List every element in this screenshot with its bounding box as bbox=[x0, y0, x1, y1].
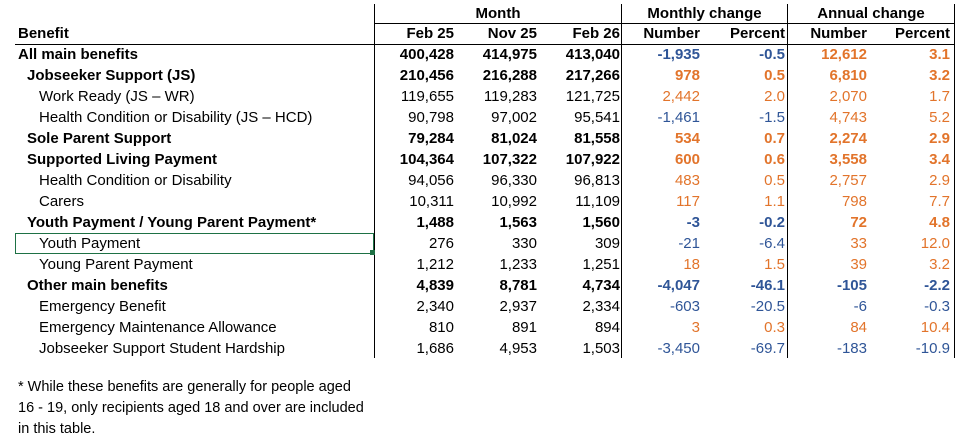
col-header-feb25[interactable]: Feb 25 bbox=[406, 25, 454, 42]
cell-nov25[interactable]: 1,233 bbox=[499, 256, 537, 273]
cell-feb26[interactable]: 309 bbox=[594, 235, 620, 252]
cell-feb26[interactable]: 96,813 bbox=[574, 172, 620, 189]
cell-feb25[interactable]: 10,311 bbox=[409, 193, 454, 210]
cell-anum[interactable]: 39 bbox=[850, 256, 867, 273]
cell-apct[interactable]: 1.7 bbox=[929, 88, 950, 105]
cell-mpct[interactable]: -0.5 bbox=[759, 46, 785, 63]
cell-nov25[interactable]: 4,953 bbox=[499, 340, 537, 357]
cell-nov25[interactable]: 8,781 bbox=[499, 277, 537, 294]
row-label[interactable]: Jobseeker Support Student Hardship bbox=[39, 340, 285, 357]
selected-cell-outline[interactable] bbox=[15, 233, 374, 254]
col-header-nov25[interactable]: Nov 25 bbox=[487, 25, 537, 42]
cell-apct[interactable]: 3.2 bbox=[929, 67, 950, 84]
table-row bbox=[0, 86, 962, 107]
cell-feb26[interactable]: 1,251 bbox=[582, 256, 620, 273]
col-header-benefit[interactable]: Benefit bbox=[18, 25, 69, 42]
cell-apct[interactable]: 12.0 bbox=[920, 235, 950, 252]
cell-mnum[interactable]: -3 bbox=[686, 214, 700, 231]
cell-feb25[interactable]: 1,686 bbox=[416, 340, 454, 357]
fill-handle[interactable] bbox=[370, 250, 375, 255]
cell-feb26[interactable]: 107,922 bbox=[565, 151, 620, 168]
cell-nov25[interactable]: 414,975 bbox=[482, 46, 537, 63]
cell-mnum[interactable]: 117 bbox=[676, 193, 700, 210]
cell-mnum[interactable]: 18 bbox=[683, 256, 700, 273]
cell-nov25[interactable]: 10,992 bbox=[491, 193, 537, 210]
cell-feb25[interactable]: 79,284 bbox=[408, 130, 454, 147]
annual-group-underline bbox=[788, 23, 954, 24]
table-row bbox=[0, 149, 962, 170]
table-row bbox=[0, 254, 962, 275]
cell-feb26[interactable]: 217,266 bbox=[565, 67, 620, 84]
row-label[interactable]: Young Parent Payment bbox=[39, 256, 193, 273]
cell-apct[interactable]: 2.9 bbox=[929, 130, 950, 147]
column-header-row bbox=[0, 23, 962, 44]
col-header-monthly-number[interactable]: Number bbox=[643, 25, 700, 42]
cell-mnum[interactable]: -1,461 bbox=[657, 109, 700, 126]
header-group-annual-change[interactable]: Annual change bbox=[817, 5, 925, 22]
cell-nov25[interactable]: 891 bbox=[511, 319, 537, 336]
row-label[interactable]: Work Ready (JS – WR) bbox=[39, 88, 195, 105]
cell-feb26[interactable]: 413,040 bbox=[565, 46, 620, 63]
cell-nov25[interactable]: 81,024 bbox=[491, 130, 537, 147]
cell-anum[interactable]: 84 bbox=[850, 319, 867, 336]
cell-feb26[interactable]: 81,558 bbox=[574, 130, 620, 147]
cell-nov25[interactable]: 2,937 bbox=[499, 298, 537, 315]
table-row bbox=[0, 65, 962, 86]
cell-mpct[interactable]: 0.5 bbox=[764, 67, 785, 84]
cell-mnum[interactable]: 3 bbox=[691, 319, 700, 336]
cell-apct[interactable]: -10.9 bbox=[915, 340, 950, 357]
cell-feb25[interactable]: 104,364 bbox=[399, 151, 454, 168]
table-row bbox=[0, 317, 962, 338]
cell-feb26[interactable]: 1,503 bbox=[582, 340, 620, 357]
cell-mnum[interactable]: -1,935 bbox=[657, 46, 700, 63]
table-row bbox=[0, 107, 962, 128]
cell-mpct[interactable]: 0.6 bbox=[764, 151, 785, 168]
cell-mpct[interactable]: -20.5 bbox=[750, 298, 785, 315]
cell-apct[interactable]: -0.3 bbox=[924, 298, 950, 315]
row-label[interactable]: Emergency Benefit bbox=[39, 298, 166, 315]
cell-feb25[interactable]: 210,456 bbox=[399, 67, 454, 84]
cell-mpct[interactable]: 0.5 bbox=[764, 172, 785, 189]
cell-nov25[interactable]: 97,002 bbox=[491, 109, 537, 126]
cell-apct[interactable]: 3.1 bbox=[929, 46, 950, 63]
divider-annual bbox=[954, 4, 955, 358]
header-group-monthly-change[interactable]: Monthly change bbox=[647, 5, 762, 22]
cell-apct[interactable]: 7.7 bbox=[929, 193, 950, 210]
cell-feb25[interactable]: 2,340 bbox=[416, 298, 454, 315]
cell-nov25[interactable]: 96,330 bbox=[491, 172, 537, 189]
col-header-annual-number[interactable]: Number bbox=[810, 25, 867, 42]
cell-mpct[interactable]: -6.4 bbox=[759, 235, 785, 252]
cell-anum[interactable]: 6,810 bbox=[829, 67, 867, 84]
table-row bbox=[0, 44, 962, 65]
footnote-line-2: 16 - 19, only recipients aged 18 and over are included bbox=[18, 400, 364, 416]
cell-mpct[interactable]: 1.1 bbox=[764, 193, 785, 210]
cell-feb25[interactable]: 4,839 bbox=[416, 277, 454, 294]
cell-anum[interactable]: 4,743 bbox=[829, 109, 867, 126]
row-label[interactable]: Health Condition or Disability bbox=[39, 172, 232, 189]
cell-apct[interactable]: 3.2 bbox=[929, 256, 950, 273]
cell-mpct[interactable]: 1.5 bbox=[764, 256, 785, 273]
cell-apct[interactable]: 4.8 bbox=[929, 214, 950, 231]
row-label[interactable]: Other main benefits bbox=[27, 277, 168, 294]
cell-mnum[interactable]: -4,047 bbox=[657, 277, 700, 294]
cell-mpct[interactable]: 2.0 bbox=[764, 88, 785, 105]
row-label[interactable]: Health Condition or Disability (JS – HCD) bbox=[39, 109, 313, 126]
footnote-line-1: * While these benefits are generally for people aged bbox=[18, 379, 351, 395]
cell-anum[interactable]: -6 bbox=[853, 298, 867, 315]
cell-anum[interactable]: 72 bbox=[850, 214, 867, 231]
cell-nov25[interactable]: 119,283 bbox=[483, 88, 537, 105]
cell-feb26[interactable]: 121,725 bbox=[565, 88, 620, 105]
cell-anum[interactable]: 2,274 bbox=[829, 130, 867, 147]
cell-mpct[interactable]: -0.2 bbox=[759, 214, 785, 231]
cell-feb26[interactable]: 4,734 bbox=[582, 277, 620, 294]
cell-anum[interactable]: 3,558 bbox=[829, 151, 867, 168]
monthly-group-underline bbox=[622, 23, 787, 24]
row-label[interactable]: Supported Living Payment bbox=[27, 151, 218, 168]
cell-anum[interactable]: 2,757 bbox=[829, 172, 867, 189]
divider-benefit bbox=[374, 4, 375, 358]
row-label[interactable]: Youth Payment / Young Parent Payment* bbox=[27, 214, 317, 231]
cell-feb25[interactable]: 810 bbox=[428, 319, 454, 336]
cell-anum[interactable]: -105 bbox=[836, 277, 867, 294]
cell-apct[interactable]: 10.4 bbox=[920, 319, 950, 336]
cell-mnum[interactable]: 600 bbox=[674, 151, 700, 168]
cell-feb25[interactable]: 1,212 bbox=[416, 256, 454, 273]
cell-nov25[interactable]: 107,322 bbox=[482, 151, 537, 168]
col-header-monthly-percent[interactable]: Percent bbox=[729, 25, 785, 42]
row-label[interactable]: Sole Parent Support bbox=[27, 130, 172, 147]
cell-mpct[interactable]: -1.5 bbox=[759, 109, 785, 126]
cell-feb25[interactable]: 119,655 bbox=[400, 88, 454, 105]
cell-mpct[interactable]: -69.7 bbox=[750, 340, 785, 357]
cell-mpct[interactable]: 0.7 bbox=[764, 130, 785, 147]
cell-mpct[interactable]: -46.1 bbox=[750, 277, 785, 294]
col-header-feb26[interactable]: Feb 26 bbox=[572, 25, 620, 42]
cell-nov25[interactable]: 330 bbox=[511, 235, 537, 252]
cell-feb26[interactable]: 1,560 bbox=[582, 214, 620, 231]
header-divider bbox=[15, 44, 954, 45]
cell-mnum[interactable]: -603 bbox=[669, 298, 700, 315]
cell-mnum[interactable]: -3,450 bbox=[657, 340, 700, 357]
cell-feb26[interactable]: 894 bbox=[594, 319, 620, 336]
cell-apct[interactable]: 2.9 bbox=[929, 172, 950, 189]
table-row bbox=[0, 128, 962, 149]
cell-apct[interactable]: 5.2 bbox=[929, 109, 950, 126]
cell-anum[interactable]: 33 bbox=[850, 235, 867, 252]
header-group-month[interactable]: Month bbox=[475, 5, 521, 22]
cell-feb26[interactable]: 95,541 bbox=[574, 109, 620, 126]
col-header-annual-percent[interactable]: Percent bbox=[894, 25, 950, 42]
table-row bbox=[0, 338, 962, 359]
row-label[interactable]: All main benefits bbox=[18, 46, 139, 63]
cell-feb25[interactable]: 400,428 bbox=[399, 46, 454, 63]
cell-feb25[interactable]: 1,488 bbox=[416, 214, 454, 231]
table-row bbox=[0, 170, 962, 191]
cell-mnum[interactable]: 978 bbox=[674, 67, 700, 84]
cell-apct[interactable]: -2.2 bbox=[924, 277, 950, 294]
cell-feb26[interactable]: 11,109 bbox=[575, 193, 620, 210]
cell-apct[interactable]: 3.4 bbox=[929, 151, 950, 168]
cell-nov25[interactable]: 1,563 bbox=[499, 214, 537, 231]
cell-anum[interactable]: -183 bbox=[836, 340, 867, 357]
month-group-underline bbox=[375, 23, 621, 24]
divider-monthly bbox=[787, 4, 788, 358]
cell-nov25[interactable]: 216,288 bbox=[482, 67, 537, 84]
cell-mnum[interactable]: 534 bbox=[674, 130, 700, 147]
divider-month bbox=[621, 4, 622, 358]
cell-feb25[interactable]: 276 bbox=[428, 235, 454, 252]
row-label[interactable]: Youth Payment bbox=[39, 235, 141, 252]
cell-mpct[interactable]: 0.3 bbox=[764, 319, 785, 336]
cell-feb25[interactable]: 90,798 bbox=[408, 109, 454, 126]
cell-feb26[interactable]: 2,334 bbox=[582, 298, 620, 315]
row-label[interactable]: Jobseeker Support (JS) bbox=[27, 67, 196, 84]
cell-mnum[interactable]: -21 bbox=[678, 235, 700, 252]
cell-anum[interactable]: 2,070 bbox=[829, 88, 867, 105]
cell-mnum[interactable]: 2,442 bbox=[662, 88, 700, 105]
row-label[interactable]: Emergency Maintenance Allowance bbox=[39, 319, 277, 336]
cell-anum[interactable]: 798 bbox=[841, 193, 867, 210]
table-row bbox=[0, 191, 962, 212]
table-row bbox=[0, 212, 962, 233]
table-row bbox=[0, 275, 962, 296]
table-row bbox=[0, 296, 962, 317]
cell-mnum[interactable]: 483 bbox=[674, 172, 700, 189]
cell-anum[interactable]: 12,612 bbox=[821, 46, 867, 63]
footnote bbox=[18, 377, 378, 440]
row-label[interactable]: Carers bbox=[39, 193, 85, 210]
cell-feb25[interactable]: 94,056 bbox=[408, 172, 454, 189]
footnote-line-3: in this table. bbox=[18, 421, 96, 437]
